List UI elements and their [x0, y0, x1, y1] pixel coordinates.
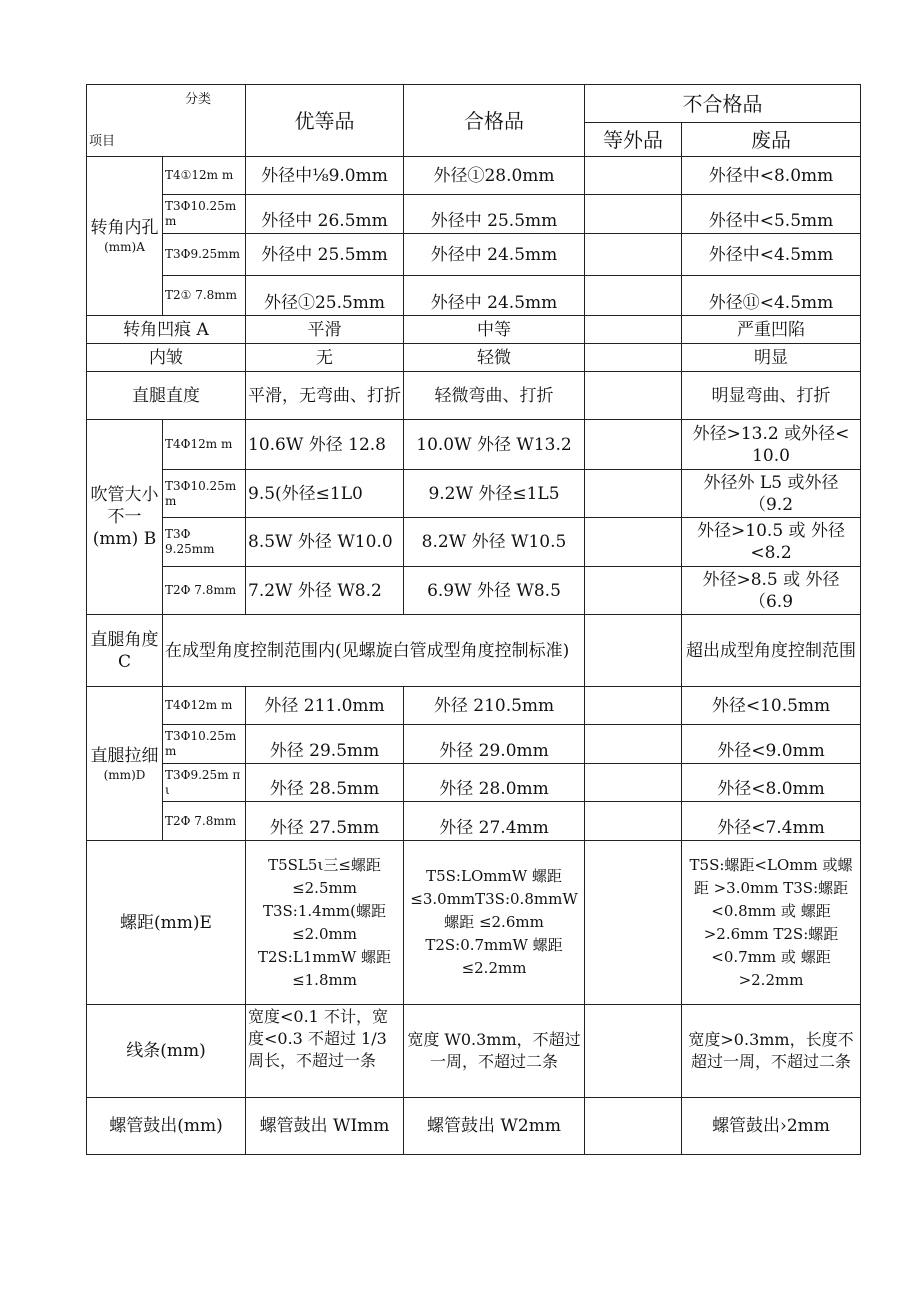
spec-cell: T2Φ 7.8mm — [163, 567, 246, 615]
qualified-cell: 9.2W 外径≤1L5 — [404, 470, 585, 518]
excellent-cell: 8.5W 外径 W10.0 — [246, 518, 404, 567]
table-row — [87, 316, 861, 344]
header-excellent: 优等品 — [246, 85, 404, 157]
leg-angle-inrange: 在成型角度控制范围内(见螺旋白管成型角度控制标准) — [163, 615, 585, 687]
off-grade-cell — [585, 1005, 682, 1098]
excellent-cell: 9.5(外径≤1L0 — [246, 470, 404, 518]
table-row — [87, 420, 861, 470]
spec-cell: T2① 7.8mm — [163, 276, 246, 316]
table-row — [87, 157, 861, 195]
off-grade-cell — [585, 687, 682, 725]
qualified-cell: 轻微弯曲、打折 — [404, 372, 585, 420]
qualified-cell: 外径中 24.5mm — [404, 276, 585, 316]
off-grade-cell — [585, 234, 682, 276]
table-row — [87, 615, 861, 687]
table-row — [87, 344, 861, 372]
table-row — [87, 1005, 861, 1098]
excellent-cell: 外径中 25.5mm — [246, 234, 404, 276]
scrap-cell: 外径中<5.5mm — [682, 195, 861, 234]
spec-cell: T3Φ10.25m m — [163, 470, 246, 518]
excellent-cell: 外径 211.0mm — [246, 687, 404, 725]
bulge-label: 螺管鼓出(mm) — [87, 1098, 246, 1155]
qualified-cell: 外径 29.0mm — [404, 725, 585, 764]
scrap-cell: 外径<10.5mm — [682, 687, 861, 725]
scrap-cell: 外径<7.4mm — [682, 802, 861, 841]
spec-cell: T4Φ12m m — [163, 687, 246, 725]
off-grade-cell — [585, 157, 682, 195]
scrap-cell: 外径中<8.0mm — [682, 157, 861, 195]
table-row — [87, 567, 861, 615]
leg-thin-title: 直腿拉细 — [90, 745, 159, 766]
excellent-cell: 外径 27.5mm — [246, 802, 404, 841]
off-grade-cell — [585, 276, 682, 316]
spec-cell: T3Φ 9.25mm — [163, 518, 246, 567]
header-category-label: 分类 — [184, 92, 211, 107]
off-grade-cell — [585, 316, 682, 344]
qualified-cell: 外径 28.0mm — [404, 764, 585, 802]
excellent-cell: 平滑，无弯曲、打折 — [246, 372, 404, 420]
excellent-cell: 外径 29.5mm — [246, 725, 404, 764]
scrap-cell: 明显弯曲、打折 — [682, 372, 861, 420]
corner-hole-unit: (mm)A — [104, 240, 145, 254]
scrap-cell: 严重凹陷 — [682, 316, 861, 344]
excellent-cell: 无 — [246, 344, 404, 372]
table-row — [87, 470, 861, 518]
excellent-cell: 外径中 26.5mm — [246, 195, 404, 234]
excellent-cell: 7.2W 外径 W8.2 — [246, 567, 404, 615]
scrap-cell: 外径中<4.5mm — [682, 234, 861, 276]
excellent-cell: 宽度<0.1 不计，宽度<0.3 不超过 1/3 周长，不超过一条 — [246, 1005, 404, 1098]
excellent-cell: 外径 28.5mm — [246, 764, 404, 802]
table-row — [87, 687, 861, 725]
header-qualified: 合格品 — [404, 85, 585, 157]
off-grade-cell — [585, 615, 682, 687]
spec-cell: T4Φ12m m — [163, 420, 246, 470]
scrap-cell: 外径>13.2 或外径< 10.0 — [682, 420, 861, 470]
table-row — [87, 802, 861, 841]
scrap-cell: 外径<9.0mm — [682, 725, 861, 764]
off-grade-cell — [585, 518, 682, 567]
off-grade-cell — [585, 1098, 682, 1155]
header-corner-cell — [87, 85, 246, 157]
table-row — [87, 518, 861, 567]
spec-cell: T3Φ10.25m m — [163, 195, 246, 234]
table-row — [87, 764, 861, 802]
table-row — [87, 1098, 861, 1155]
excellent-cell: 外径中⅛9.0mm — [246, 157, 404, 195]
off-grade-cell — [585, 841, 682, 1005]
off-grade-cell — [585, 344, 682, 372]
corner-hole-title: 转角内孔 — [90, 218, 159, 238]
leg-thin-label — [87, 687, 163, 841]
corner-hole-label — [87, 157, 163, 316]
excellent-cell: 外径①25.5mm — [246, 276, 404, 316]
header-row — [87, 85, 861, 123]
spec-cell: T3Φ9.25mm — [163, 234, 246, 276]
header-off-grade: 等外品 — [585, 123, 682, 157]
spec-cell: T3Φ9.25m π ι — [163, 764, 246, 802]
pitch-label: 螺距(mm)E — [87, 841, 246, 1005]
inner-wrinkle-label: 内皱 — [87, 344, 246, 372]
qualified-cell: 外径 210.5mm — [404, 687, 585, 725]
off-grade-cell — [585, 470, 682, 518]
qualified-cell: 外径 27.4mm — [404, 802, 585, 841]
qualified-cell: 10.0W 外径 W13.2 — [404, 420, 585, 470]
header-item-label: 项目 — [89, 134, 116, 149]
straightness-label: 直腿直度 — [87, 372, 246, 420]
off-grade-cell — [585, 764, 682, 802]
excellent-cell: T5SL5ι三≤螺距 ≤2.5mm T3S:1.4mm(螺距 ≤2.0mm T2S:L1mmW 螺距 ≤1.8mm — [246, 841, 404, 1005]
header-scrap: 废品 — [682, 123, 861, 157]
scrap-cell: T5S:螺距<LOmm 或螺距 >3.0mm T3S:螺距<0.8mm 或 螺距>2.6mm T2S:螺距<0.7mm 或 螺距>2.2mm — [682, 841, 861, 1005]
scrap-cell: 外径>8.5 或 外径（6.9 — [682, 567, 861, 615]
scrap-cell: 宽度>0.3mm，长度不超过一周，不超过二条 — [682, 1005, 861, 1098]
excellent-cell: 螺管鼓出 WImm — [246, 1098, 404, 1155]
corner-dent-label: 转角凹痕 A — [87, 316, 246, 344]
scrap-cell: 明显 — [682, 344, 861, 372]
leg-thin-unit: (mm)D — [103, 767, 146, 782]
scrap-cell: 超出成型角度控制范围 — [682, 615, 861, 687]
qualified-cell: 6.9W 外径 W8.5 — [404, 567, 585, 615]
spec-cell: T2Φ 7.8mm — [163, 802, 246, 841]
table-row — [87, 841, 861, 1005]
table-row — [87, 725, 861, 764]
table-row — [87, 276, 861, 316]
table-row — [87, 195, 861, 234]
scrap-cell: 外径<8.0mm — [682, 764, 861, 802]
qualified-cell: 轻微 — [404, 344, 585, 372]
qualified-cell: 外径中 25.5mm — [404, 195, 585, 234]
qualified-cell: 螺管鼓出 W2mm — [404, 1098, 585, 1155]
qualified-cell: 外径中 24.5mm — [404, 234, 585, 276]
scrap-cell: 外径外 L5 或外径（9.2 — [682, 470, 861, 518]
qualified-cell: 8.2W 外径 W10.5 — [404, 518, 585, 567]
qualified-cell: 中等 — [404, 316, 585, 344]
lines-label: 线条(mm) — [87, 1005, 246, 1098]
off-grade-cell — [585, 567, 682, 615]
excellent-cell: 平滑 — [246, 316, 404, 344]
off-grade-cell — [585, 372, 682, 420]
header-unqualified: 不合格品 — [585, 85, 861, 123]
blow-size-label: 吹管大小不一(mm) B — [87, 420, 163, 615]
spec-cell: T4①12m m — [163, 157, 246, 195]
qualified-cell: T5S:LOmmW 螺距 ≤3.0mmT3S:0.8mmW 螺距 ≤2.6mm T2S:0.7mmW 螺距≤2.2mm — [404, 841, 585, 1005]
scrap-cell: 外径⑪<4.5mm — [682, 276, 861, 316]
scrap-cell: 螺管鼓出›2mm — [682, 1098, 861, 1155]
table-row — [87, 234, 861, 276]
off-grade-cell — [585, 195, 682, 234]
qualified-cell: 宽度 W0.3mm，不超过一周，不超过二条 — [404, 1005, 585, 1098]
table-row — [87, 372, 861, 420]
spec-cell: T3Φ10.25m m — [163, 725, 246, 764]
scrap-cell: 外径>10.5 或 外径<8.2 — [682, 518, 861, 567]
off-grade-cell — [585, 802, 682, 841]
off-grade-cell — [585, 725, 682, 764]
excellent-cell: 10.6W 外径 12.8 — [246, 420, 404, 470]
off-grade-cell — [585, 420, 682, 470]
leg-angle-label: 直腿角度 C — [87, 615, 163, 687]
qualified-cell: 外径①28.0mm — [404, 157, 585, 195]
quality-standard-table — [86, 84, 861, 1155]
